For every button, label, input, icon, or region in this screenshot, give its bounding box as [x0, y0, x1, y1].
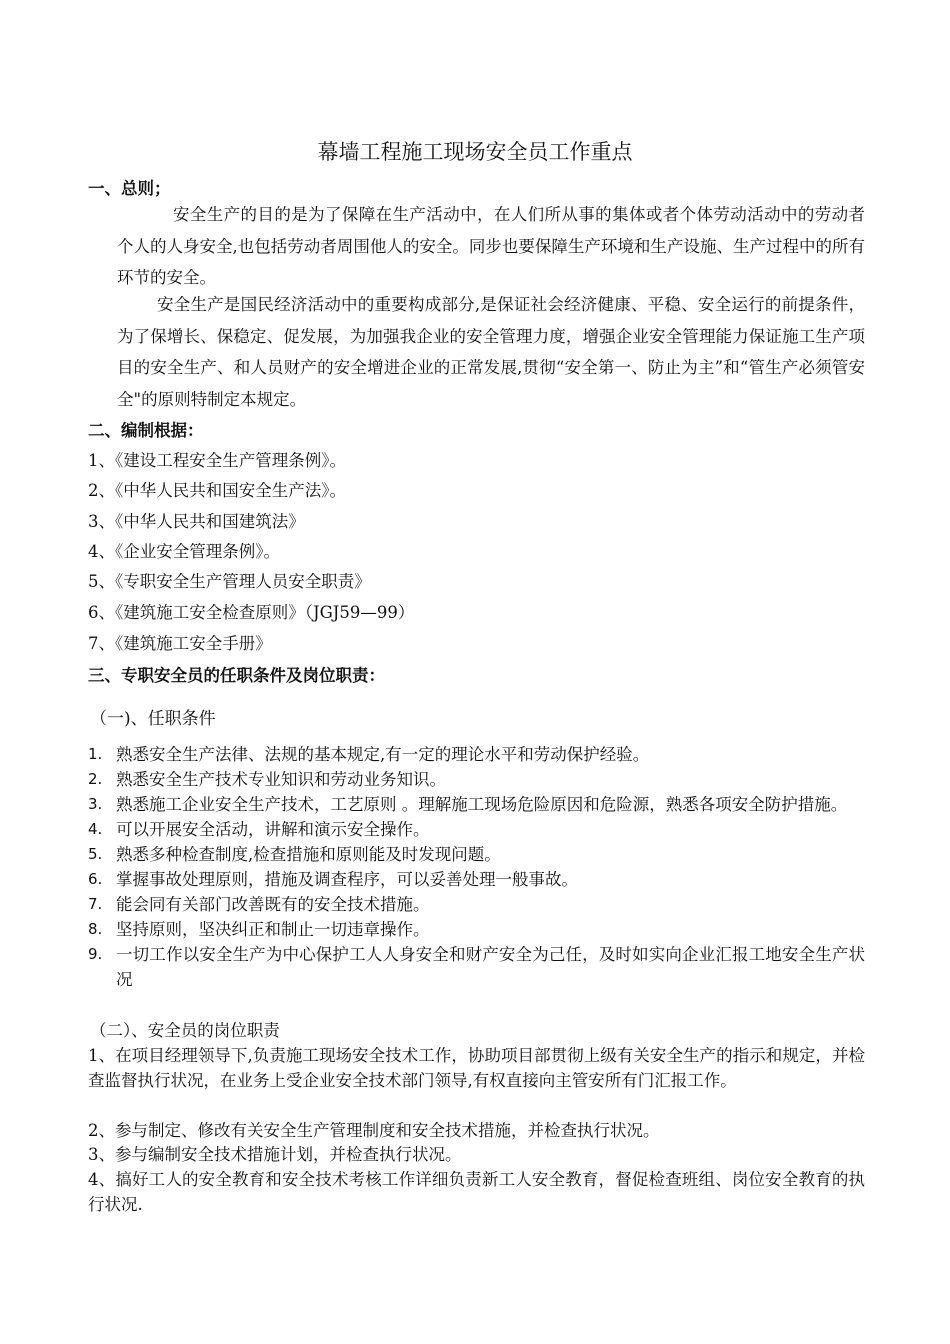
list-item: [88, 917, 865, 942]
basis-item: 1、《建设工程安全生产管理条例》。: [88, 451, 346, 470]
list-text: 坚持原则，坚决纠正和制止一切违章操作。: [116, 920, 430, 939]
section-heading-safety-officer: 三、专职安全员的任职条件及岗位职责：: [88, 666, 385, 685]
document-title: 幕墙工程施工现场安全员工作重点: [317, 140, 633, 164]
list-text: 一切工作以安全生产为中心保护工人人身安全和财产安全为己任，及时如实向企业汇报工地安全生产状况: [116, 945, 865, 989]
list-number: 3.: [88, 795, 103, 813]
list-number: 6.: [88, 870, 103, 888]
duty-item: 3、参与编制安全技术措施计划，并检查执行状况。: [88, 1145, 462, 1164]
list-item: [88, 792, 865, 817]
qualification-list: [88, 742, 865, 992]
list-item: [88, 867, 865, 892]
list-text: 可以开展安全活动，讲解和演示安全操作。: [116, 820, 430, 839]
list-text: 熟悉施工企业安全生产技术，工艺原则 。理解施工现场危险原因和危险源，熟悉各项安全防护措施。: [116, 795, 848, 814]
basis-item: 5、《专职安全生产管理人员安全职责》: [88, 572, 371, 591]
section-heading-general: 一、总则；: [88, 179, 171, 198]
list-item: [88, 892, 865, 917]
list-number: 2.: [88, 770, 103, 788]
list-item: [88, 842, 865, 867]
list-number: 7.: [88, 895, 103, 913]
basis-item: 7、《建筑施工安全手册》: [88, 634, 272, 653]
duty-item: 2、参与制定、修改有关安全生产管理制度和安全技术措施，并检查执行状况。: [88, 1121, 660, 1140]
basis-item: 2、《中华人民共和国安全生产法》。: [88, 481, 346, 500]
basis-item: 3、《中华人民共和国建筑法》: [88, 512, 305, 531]
general-paragraph-1: 安全生产的目的是为了保障在生产活动中，在人们所从事的集体或者个体劳动活动中的劳动者个人的人身安全,也包括劳动者周围他人的安全。同步也要保障生产环境和生产设施、生产过程中的所有环节的安全。: [117, 205, 865, 287]
list-number: 1.: [88, 745, 103, 763]
list-item: [88, 817, 865, 842]
list-text: 熟悉安全生产法律、法规的基本规定,有一定的理论水平和劳动保护经验。: [116, 745, 650, 764]
list-number: 9.: [88, 945, 103, 963]
list-item: [88, 742, 865, 767]
list-number: 4.: [88, 820, 103, 838]
section-heading-basis: 二、编制根据：: [88, 421, 204, 440]
general-paragraph-2: 安全生产是国民经济活动中的重要构成部分,是保证社会经济健康、平稳、安全运行的前提条件，为了保增长、保稳定、促发展，为加强我企业的安全管理力度，增强企业安全管理能力保证施工生产项目的安全生产、和人员财产的安全增进企业的正常发展,贯彻“安全第一、防止为主”和“管生产必须管安全"的原则特制定本规定。: [117, 295, 865, 409]
list-text: 熟悉多种检查制度,检查措施和原则能及时发现问题。: [116, 845, 501, 864]
duty-item: 1、在项目经理领导下,负责施工现场安全技术工作，协助项目部贯彻上级有关安全生产的指示和规定，并检查监督执行状况，在业务上受企业安全技术部门领导,有权直接向主管安所有门汇报工作。: [88, 1046, 865, 1090]
duty-item: 4、搞好工人的安全教育和安全技术考核工作详细负责新工人安全教育，督促检查班组、岗位安全教育的执行状况.: [88, 1170, 865, 1214]
list-item: [88, 942, 865, 992]
list-item: [88, 767, 865, 792]
basis-item: 4、《企业安全管理条例》。: [88, 542, 280, 561]
subsection-heading-qualifications: （一)、任职条件: [90, 709, 216, 729]
list-text: 掌握事故处理原则，措施及调查程序，可以妥善处理一般事故。: [116, 870, 578, 889]
list-text: 能会同有关部门改善既有的安全技术措施。: [116, 895, 430, 914]
list-text: 熟悉安全生产技术专业知识和劳动业务知识。: [116, 770, 446, 789]
basis-item: 6、《建筑施工安全检查原则》（JGJ59—99）: [88, 603, 415, 622]
subsection-heading-duties: （二）、安全员的岗位职责: [90, 1021, 280, 1040]
list-number: 5.: [88, 845, 103, 863]
list-number: 8.: [88, 920, 103, 938]
